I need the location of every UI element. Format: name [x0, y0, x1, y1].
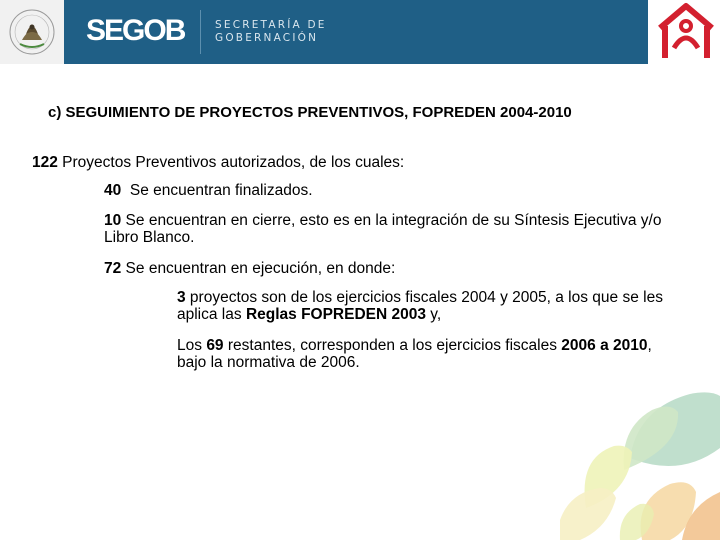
sub2-number: 69 [206, 337, 224, 354]
intro-number: 122 [32, 154, 58, 171]
item3-text: Se encuentran en ejecución, en donde: [121, 260, 396, 277]
item-finalized [104, 182, 664, 199]
subitem-2006-2010 [177, 337, 667, 371]
sub1-number: 3 [177, 289, 186, 306]
intro-text: Proyectos Preventivos autorizados, de los cuales: [57, 154, 405, 171]
header-subtitle [215, 19, 327, 45]
intro-line [32, 154, 672, 171]
item1-number: 40 [104, 182, 122, 199]
item2-number: 10 [104, 212, 122, 229]
subtitle-line-1: SECRETARÍA DE [215, 19, 327, 31]
header [0, 0, 720, 64]
sub2-text-a: Los [177, 337, 207, 354]
sub1-text-a: proyectos son de los ejercicios fiscales 2004 y 2005, a los que se les aplica las [177, 289, 663, 323]
fopreden-house-logo-icon [652, 0, 720, 64]
item2-text: Se encuentran en cierre, esto es en la integración de su Síntesis Ejecutiva y/o Libro Blanco. [104, 212, 662, 246]
sub1-text-b: y, [425, 306, 442, 323]
sub2-bold: 2006 a 2010 [561, 337, 648, 354]
item1-text: Se encuentran finalizados. [121, 182, 313, 199]
item-in-execution [104, 260, 664, 277]
subtitle-line-2: GOBERNACIÓN [215, 32, 319, 44]
sub2-text-c: , bajo la normativa de 2006. [177, 337, 652, 371]
item3-number: 72 [104, 260, 122, 277]
header-divider [200, 10, 201, 54]
brand-logo-text: SEGOB [86, 14, 185, 47]
page-title: c) SEGUIMIENTO DE PROYECTOS PREVENTIVOS, FOPREDEN 2004-2010 [48, 104, 572, 121]
sub2-text-b: restantes, corresponden a los ejercicios fiscales [223, 337, 562, 354]
sub1-bold: Reglas FOPREDEN 2003 [245, 306, 426, 323]
decorative-leaves [560, 388, 720, 540]
item-closing [104, 212, 664, 246]
mexican-coat-of-arms-icon [0, 0, 64, 64]
subitem-2004-2005 [177, 289, 667, 323]
